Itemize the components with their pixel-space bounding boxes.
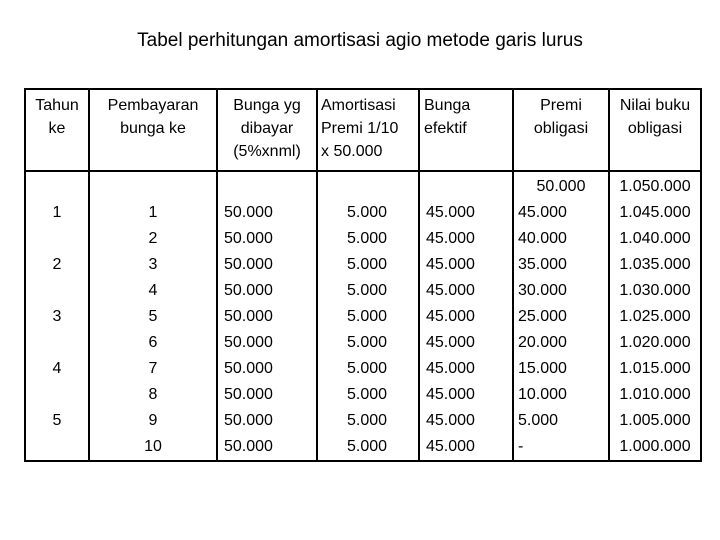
cell-nilai-buku: 1.000.000 (619, 438, 691, 455)
header-bunga-efektif: Bunga efektif (424, 97, 471, 137)
cell-premi: - (518, 438, 524, 455)
cell-bunga-dibayar: 50.000 (224, 334, 273, 351)
cell-nilai-buku: 1.020.000 (619, 334, 691, 351)
cell-nilai-buku: 1.010.000 (619, 386, 691, 403)
cell-bunga-efektif: 45.000 (426, 308, 475, 325)
cell-tahun: 2 (52, 256, 62, 273)
cell-bunga-dibayar: 50.000 (224, 360, 273, 377)
cell-premi: 20.000 (518, 334, 567, 351)
cell-pembayaran: 10 (144, 438, 162, 455)
header-premi: Premi obligasi (533, 97, 589, 137)
cell-amortisasi: 5.000 (346, 412, 388, 429)
cell-pembayaran: 8 (148, 386, 158, 403)
cell-bunga-dibayar: 50.000 (224, 256, 273, 273)
cell-pembayaran: 2 (148, 230, 158, 247)
cell-tahun (26, 278, 88, 304)
cell-tahun: 5 (52, 412, 62, 429)
cell-bunga-efektif: 45.000 (426, 360, 475, 377)
cell-tahun (26, 382, 88, 408)
cell-tahun: 4 (52, 360, 62, 377)
cell-amortisasi: 5.000 (346, 386, 388, 403)
amortization-table (24, 88, 702, 462)
cell-premi: 25.000 (518, 308, 567, 325)
cell-pembayaran: 6 (148, 334, 158, 351)
cell-bunga-dibayar: 50.000 (224, 230, 273, 247)
cell-nilai-buku: 1.035.000 (619, 256, 691, 273)
cell-bunga-efektif: 45.000 (426, 204, 475, 221)
initial-nilai-buku: 1.050.000 (619, 178, 691, 195)
cell-amortisasi: 5.000 (346, 256, 388, 273)
header-bunga-dibayar: Bunga yg dibayar (5%xnml) (233, 97, 301, 160)
cell-bunga-efektif: 45.000 (426, 334, 475, 351)
column-divider (418, 88, 420, 462)
cell-tahun (26, 434, 88, 460)
cell-tahun: 1 (52, 204, 62, 221)
cell-amortisasi: 5.000 (346, 334, 388, 351)
cell-bunga-dibayar: 50.000 (224, 438, 273, 455)
cell-nilai-buku: 1.030.000 (619, 282, 691, 299)
header-divider (24, 170, 702, 172)
cell-premi: 35.000 (518, 256, 567, 273)
cell-nilai-buku: 1.025.000 (619, 308, 691, 325)
cell-pembayaran: 7 (148, 360, 158, 377)
cell-amortisasi: 5.000 (346, 282, 388, 299)
cell-amortisasi: 5.000 (346, 204, 388, 221)
cell-bunga-efektif: 45.000 (426, 256, 475, 273)
header-amortisasi: Amortisasi Premi 1/10 x 50.000 (321, 97, 399, 160)
cell-tahun (26, 226, 88, 252)
cell-amortisasi: 5.000 (346, 360, 388, 377)
cell-bunga-dibayar: 50.000 (224, 204, 273, 221)
cell-premi: 15.000 (518, 360, 567, 377)
cell-pembayaran: 5 (148, 308, 158, 325)
cell-tahun: 3 (52, 308, 62, 325)
cell-nilai-buku: 1.005.000 (619, 412, 691, 429)
cell-nilai-buku: 1.040.000 (619, 230, 691, 247)
header-nilai-buku: Nilai buku obligasi (619, 97, 691, 137)
header-pembayaran: Pembayaran bunga ke (107, 97, 199, 137)
cell-nilai-buku: 1.045.000 (619, 204, 691, 221)
cell-bunga-efektif: 45.000 (426, 412, 475, 429)
cell-bunga-efektif: 45.000 (426, 230, 475, 247)
cell-bunga-efektif: 45.000 (426, 386, 475, 403)
cell-bunga-dibayar: 50.000 (224, 308, 273, 325)
cell-bunga-efektif: 45.000 (426, 282, 475, 299)
cell-amortisasi: 5.000 (346, 230, 388, 247)
cell-premi: 40.000 (518, 230, 567, 247)
cell-amortisasi: 5.000 (346, 438, 388, 455)
cell-bunga-efektif: 45.000 (426, 438, 475, 455)
cell-bunga-dibayar: 50.000 (224, 282, 273, 299)
cell-premi: 45.000 (518, 204, 567, 221)
column-divider (512, 88, 514, 462)
cell-pembayaran: 4 (148, 282, 158, 299)
cell-bunga-dibayar: 50.000 (224, 412, 273, 429)
cell-premi: 10.000 (518, 386, 567, 403)
cell-nilai-buku: 1.015.000 (619, 360, 691, 377)
cell-pembayaran: 3 (148, 256, 158, 273)
initial-premi: 50.000 (536, 178, 586, 195)
cell-premi: 30.000 (518, 282, 567, 299)
cell-amortisasi: 5.000 (346, 308, 388, 325)
cell-premi: 5.000 (518, 412, 559, 429)
page-title: Tabel perhitungan amortisasi agio metode garis lurus (137, 30, 583, 51)
cell-bunga-dibayar: 50.000 (224, 386, 273, 403)
cell-pembayaran: 9 (148, 412, 158, 429)
header-tahun: Tahun ke (35, 97, 79, 137)
cell-pembayaran: 1 (148, 204, 158, 221)
cell-tahun (26, 330, 88, 356)
